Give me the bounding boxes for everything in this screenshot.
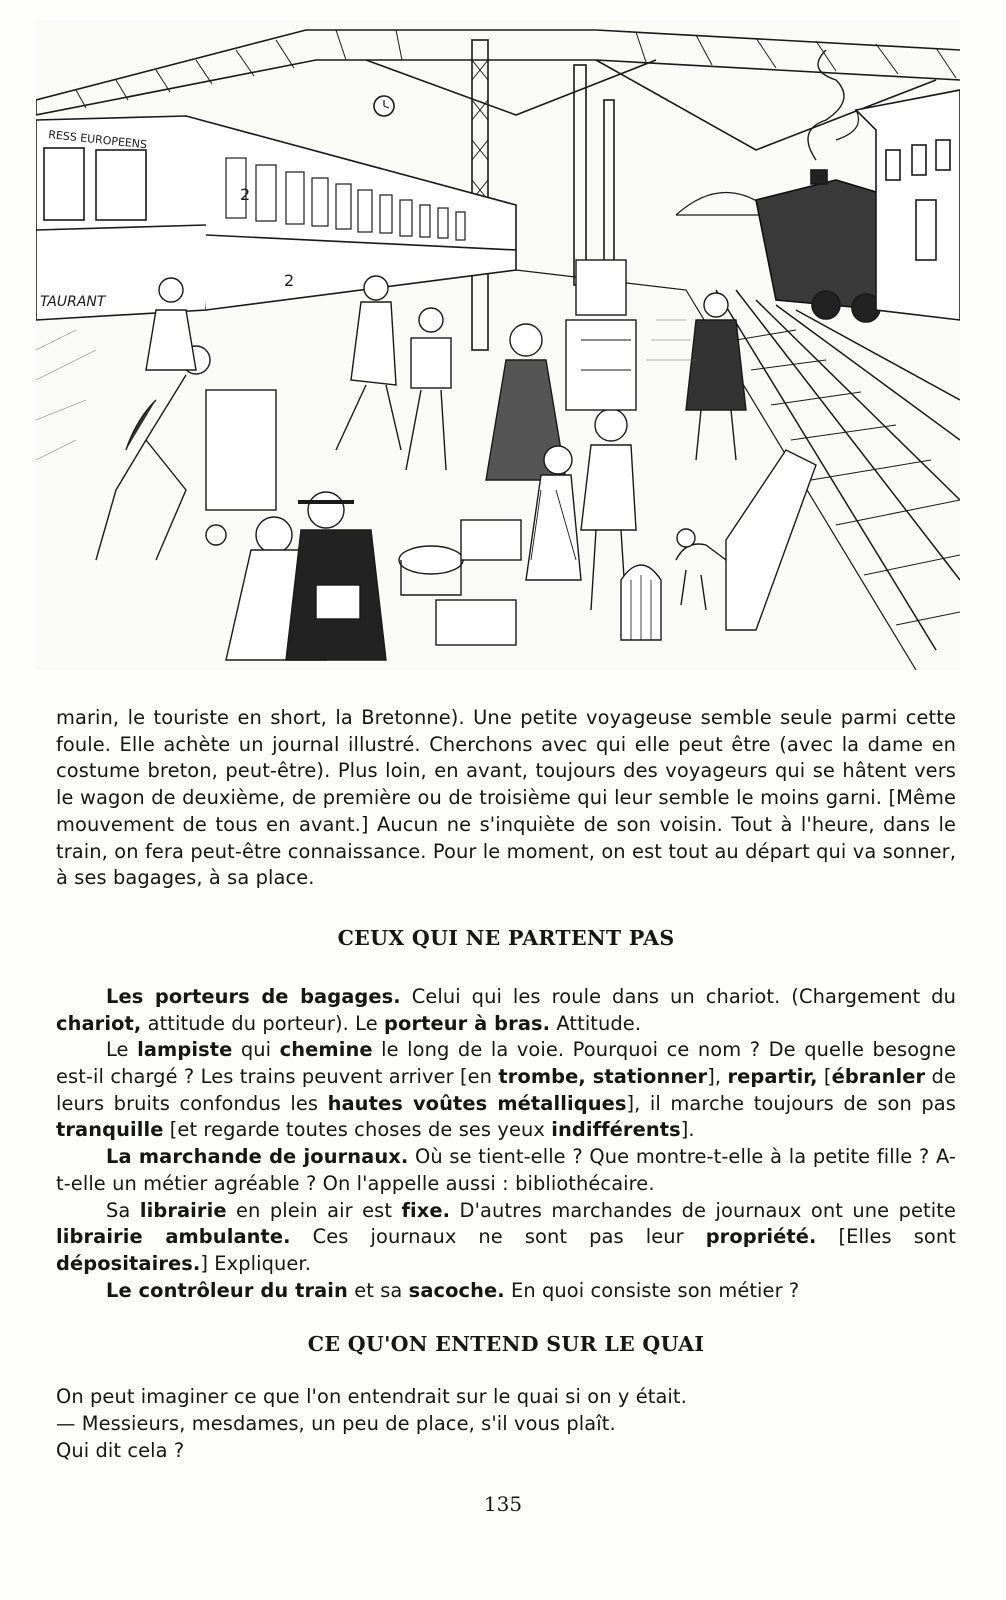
text-segment: Le contrôleur du train [106,1278,348,1302]
text-segment: trombe, stationner [498,1065,708,1089]
text-segment: Le [106,1038,138,1062]
section-heading-ce-quon-entend: CE QU'ON ENTEND SUR LE QUAI [307,1332,705,1357]
railway-platform-illustration [36,20,960,670]
paragraph-marchande-de-journaux [56,1144,956,1197]
text-segment: chemine [279,1038,373,1062]
dialogue-line-2: — Messieurs, mesdames, un peu de place, s'il vous plaît. [56,1412,616,1436]
class-mark-2: 2 [284,271,295,290]
text-segment: lampiste [137,1038,233,1062]
text-segment: ], il marche toujours de son pas [626,1091,956,1115]
page-number: 135 [483,1492,523,1516]
text-segment: ] Expliquer. [200,1251,311,1275]
coach-sign-restaurant: TAURANT [40,294,106,310]
text-segment: Les porteurs de bagages. [106,984,401,1008]
text-segment: propriété. [705,1225,817,1249]
class-mark-1: 2 [240,185,251,204]
text-segment: chariot, [56,1011,142,1035]
text-segment: indifférents [551,1118,681,1142]
text-segment: librairie ambulante. [56,1225,291,1249]
text-segment: de leurs bruits confondus les [56,1065,956,1115]
text-segment: porteur à bras. [384,1011,551,1035]
text-segment: et sa [347,1278,409,1302]
paragraph-librairie [56,1198,956,1278]
text-segment: Où se tient-elle ? Que montre-t-elle à la petite fille ? A-t-elle un métier agréable ? On l'appelle aussi : bibliothécaire. [56,1145,956,1195]
dialogue-line-3: Qui dit cela ? [56,1438,185,1462]
paragraph-porteurs [56,984,956,1037]
text-segment: sacoche. [408,1278,505,1302]
text-segment: En quoi consiste son métier ? [504,1278,800,1302]
text-segment: ], [707,1065,728,1089]
text-segment: Celui qui les roule dans un chariot. (Chargement du [400,984,956,1008]
text-segment: le long de la voie. Pourquoi ce nom ? De quelle besogne est-il chargé ? Les trains peuvent arriver [en [56,1038,956,1089]
lesson-text [56,705,956,1464]
paragraph-controleur [56,1278,956,1305]
text-segment: en plein air est [226,1198,402,1222]
text-segment: qui [232,1038,280,1062]
coach-sign-europeens: RESS EUROPEENS [47,128,148,152]
dialogue-line-1: On peut imaginer ce que l'on entendrait sur le quai si on y était. [56,1385,687,1409]
text-segment: dépositaires. [56,1251,201,1275]
intro-paragraph: marin, le touriste en short, la Bretonne). Une petite voyageuse semble seule parmi cette foule. Elle achète un journal illustré. Cherchons avec qui elle peut être (avec la dame en costume breton, peut-être). Plus loin, en avant, toujours des voyageurs qui se hâtent vers le wagon de deuxième, de première ou de troisième qui leur semble le moins garni. [Même mouvement de tous en avant.] Aucun ne s'inquiète de son voisin. Tout à l'heure, dans le train, on fera peut-être connaissance. Pour le moment, on est tout au départ qui va sonner, à ses bagages, à sa place. [56,706,956,890]
section-heading-ceux-qui-ne-partent-pas: CEUX QUI NE PARTENT PAS [337,925,675,950]
text-segment: La marchande de journaux. [106,1145,409,1169]
text-segment: ébranler [831,1065,926,1089]
text-segment: repartir, [727,1065,818,1089]
text-segment: hautes voûtes métalliques [327,1091,627,1115]
text-segment: D'autres marchandes de journaux ont une petite [450,1198,956,1222]
text-segment: tranquille [56,1118,164,1142]
text-segment: Ces journaux ne sont pas leur [290,1225,706,1249]
paragraph-lampiste [56,1037,956,1144]
text-segment: attitude du porteur). Le [141,1011,385,1035]
text-segment: [et regarde toutes choses de ses yeux [163,1118,552,1142]
text-segment: fixe. [401,1198,451,1222]
text-segment: Sa [106,1198,140,1222]
text-segment: [Elles sont [816,1225,956,1249]
text-segment: Attitude. [550,1011,642,1035]
text-segment: [ [817,1065,832,1089]
text-segment: librairie [139,1198,227,1222]
text-segment: ]. [680,1118,695,1142]
